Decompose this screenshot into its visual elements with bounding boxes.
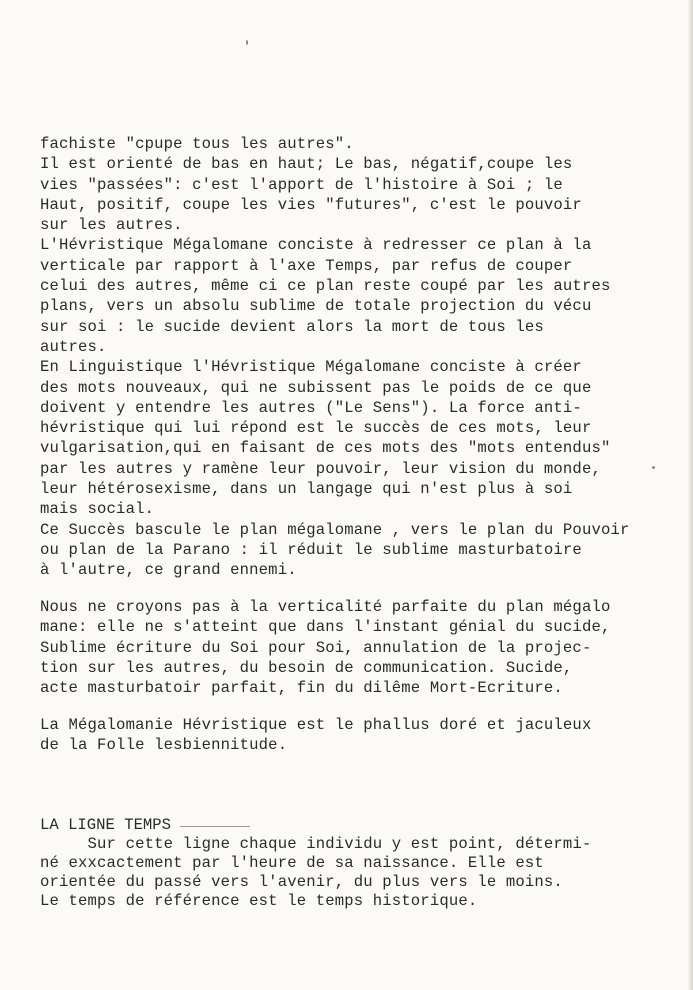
text-line: fachiste "cpupe tous les autres". <box>40 135 354 153</box>
text-line: verticale par rapport à l'axe Temps, par refus de couper <box>40 256 573 275</box>
text-line: celui des autres, même ci ce plan reste coupé par les autres <box>40 277 611 296</box>
text-line: mane: elle ne s'atteint que dans l'instant génial du sucide, <box>40 618 611 637</box>
paragraph-megalomania <box>40 715 670 756</box>
text-line: Haut, positif, coupe les vies "futures", c'est le pouvoir <box>40 195 582 214</box>
text-line: La Mégalomanie Hévristique est le phallus doré et jaculeux <box>40 716 592 734</box>
text-line: hévristique qui lui répond est le succès de ces mots, leur <box>40 419 592 438</box>
text-line: doivent y entendre les autres ("Le Sens"). La force anti- <box>40 398 582 417</box>
text-line: L'Hévristique Mégalomane conciste à redresser ce plan à la <box>40 236 592 255</box>
text-line: Nous ne croyons pas à la verticalité parfaite du plan mégalo <box>40 598 611 616</box>
text-line: sur soi : le sucide devient alors la mort de tous les <box>40 317 544 336</box>
text-line: vies "passées": c'est l'apport de l'histoire à Soi ; le <box>40 175 563 194</box>
text-line: Ce Succès bascule le plan mégalomane , vers le plan du Pouvoir <box>40 520 630 539</box>
main-text-block <box>40 134 670 581</box>
text-line: par les autres y ramène leur pouvoir, leur vision du monde, <box>40 459 601 478</box>
text-line: de la Folle lesbiennitude. <box>40 736 288 755</box>
scan-speck <box>246 40 248 45</box>
text-line: né exxcactement par l'heure de sa naissance. Elle est <box>40 854 544 872</box>
text-line: acte masturbatoir parfait, fin du dilême Mort-Ecriture. <box>40 679 563 698</box>
page-edge-shadow <box>687 0 693 990</box>
text-line: Sublime écriture du Soi pour Soi, annulation de la projec- <box>40 638 592 657</box>
text-line: des mots nouveaux, qui ne subissent pas le poids de ce que <box>40 378 592 397</box>
text-line: tion sur les autres, du besoin de communication. Sucide, <box>40 658 573 677</box>
text-line: autres. <box>40 337 107 356</box>
text-line: ou plan de la Parano : il réduit le sublime masturbatoire <box>40 540 582 559</box>
section-heading-rule <box>180 826 250 827</box>
paragraph-verticality <box>40 597 670 698</box>
text-line: leur hétérosexisme, dans un langage qui n'est plus à soi <box>40 480 573 499</box>
text-line: à l'autre, ce grand ennemi. <box>40 561 297 580</box>
text-line: mais social. <box>40 500 155 519</box>
text-line: vulgarisation,qui en faisant de ces mots des "mots entendus" <box>40 439 611 458</box>
text-line: Le temps de référence est le temps historique. <box>40 892 478 910</box>
text-line: orientée du passé vers l'avenir, du plus vers le moins. <box>40 873 563 891</box>
text-line: Sur cette ligne chaque individu y est point, détermi- <box>40 835 592 853</box>
text-line: Il est orienté de bas en haut; Le bas, négatif,coupe les <box>40 155 573 174</box>
text-line: En Linguistique l'Hévristique Mégalomane conciste à créer <box>40 358 582 377</box>
text-line: plans, vers un absolu sublime de totale projection du vécu <box>40 297 592 316</box>
text-line: sur les autres. <box>40 216 183 235</box>
section-body <box>40 835 670 911</box>
section-heading: LA LIGNE TEMPS <box>40 816 172 834</box>
